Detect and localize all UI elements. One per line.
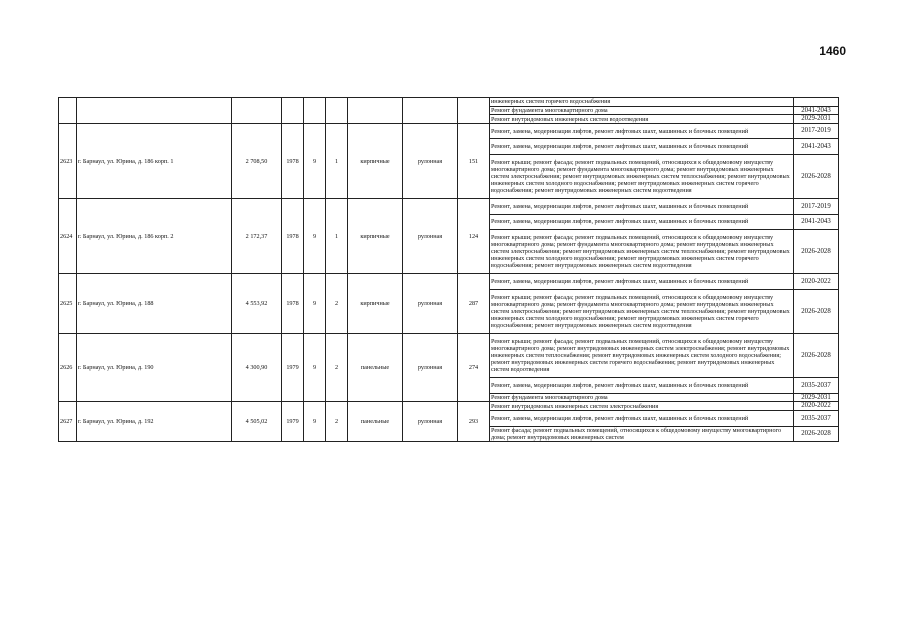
period-cell: 2035-2037 — [794, 411, 839, 427]
entrances-cell: 1 — [326, 199, 348, 274]
entrances-cell: 2 — [326, 402, 348, 442]
roof-type-cell: рулонная — [403, 334, 458, 402]
entrances-cell: 2 — [326, 274, 348, 334]
work-type-cell: Ремонт, замена, модернизация лифтов, ремонт лифтовых шахт, машинных и блочных помещений — [490, 214, 794, 230]
floors-cell: 9 — [304, 334, 326, 402]
row-number-cell: 2624 — [59, 199, 77, 274]
address-cell: г. Барнаул, ул. Юрина, д. 186 корп. 2 — [77, 199, 232, 274]
table-row — [59, 98, 839, 107]
period-cell — [794, 98, 839, 107]
period-cell: 2017-2019 — [794, 123, 839, 139]
capital-repair-table — [58, 97, 839, 442]
period-cell: 2041-2043 — [794, 106, 839, 115]
area-cell: 2 708,50 — [232, 123, 282, 198]
address-cell: г. Барнаул, ул. Юрина, д. 192 — [77, 402, 232, 442]
work-type-cell: Ремонт, замена, модернизация лифтов, ремонт лифтовых шахт, машинных и блочных помещений — [490, 123, 794, 139]
work-type-cell: Ремонт внутридомовых инженерных систем водоотведения — [490, 115, 794, 124]
period-cell: 2029-2031 — [794, 115, 839, 124]
period-cell: 2035-2037 — [794, 378, 839, 394]
table-body — [59, 98, 839, 442]
entrances-cell: 1 — [326, 123, 348, 198]
work-type-cell: Ремонт крыши; ремонт фасада; ремонт подвальных помещений, относящихся к общедомовому имуществу многоквартирного дома; ремонт фундамента многоквартирного дома; ремонт внутридомовых инженерных систем электроснабжения; ремонт внутридомовых инженерных систем теплоснабжения; ремонт внутридомовых инженерных систем холодного водоснабжения; ремонт внутридомовых инженерных систем горячего водоснабжения; ремонт внутридомовых инженерных систем водоотведения — [490, 154, 794, 198]
continued-roof-cell — [403, 98, 458, 124]
wall-material-cell: кирпичные — [348, 123, 403, 198]
continued-entrances-cell — [326, 98, 348, 124]
area-cell: 4 300,90 — [232, 334, 282, 402]
work-type-cell: Ремонт фасада; ремонт подвальных помещений, относящихся к общедомовому имуществу многоквартирного дома; ремонт внутридомовых инженерных систем — [490, 426, 794, 441]
table-row — [59, 274, 839, 290]
period-cell: 2026-2028 — [794, 426, 839, 441]
work-type-cell: Ремонт, замена, модернизация лифтов, ремонт лифтовых шахт, машинных и блочных помещений — [490, 411, 794, 427]
apartments-cell: 293 — [458, 402, 490, 442]
wall-material-cell: панельные — [348, 334, 403, 402]
period-cell: 2020-2022 — [794, 274, 839, 290]
period-cell: 2026-2028 — [794, 154, 839, 198]
period-cell: 2020-2022 — [794, 402, 839, 411]
work-type-cell: Ремонт крыши; ремонт фасада; ремонт подвальных помещений, относящихся к общедомовому имуществу многоквартирного дома; ремонт фундамента многоквартирного дома; ремонт внутридомовых инженерных систем электроснабжения; ремонт внутридомовых инженерных систем теплоснабжения; ремонт внутридомовых инженерных систем холодного водоснабжения; ремонт внутридомовых инженерных систем горячего водоснабжения; ремонт внутридомовых инженерных систем водоотведения — [490, 230, 794, 274]
area-cell: 2 172,37 — [232, 199, 282, 274]
work-type-cell: Ремонт крыши; ремонт фасада; ремонт подвальных помещений, относящихся к общедомовому имуществу многоквартирного дома; ремонт фундамента многоквартирного дома; ремонт внутридомовых инженерных систем электроснабжения; ремонт внутридомовых инженерных систем теплоснабжения; ремонт внутридомовых инженерных систем холодного водоснабжения; ремонт внутридомовых инженерных систем горячего водоснабжения; ремонт внутридомовых инженерных систем водоотведения — [490, 289, 794, 333]
year-cell: 1978 — [282, 274, 304, 334]
table-row — [59, 123, 839, 139]
work-type-cell: инженерных систем горячего водоснабжения — [490, 98, 794, 107]
address-cell: г. Барнаул, ул. Юрина, д. 188 — [77, 274, 232, 334]
work-type-cell: Ремонт, замена, модернизация лифтов, ремонт лифтовых шахт, машинных и блочных помещений — [490, 139, 794, 155]
continued-walls-cell — [348, 98, 403, 124]
work-type-cell: Ремонт крыши; ремонт фасада; ремонт подвальных помещений, относящихся к общедомовому имуществу многоквартирного дома; ремонт внутридомовых инженерных систем электроснабжения; ремонт внутридомовых инженерных систем теплоснабжения; ремонт внутридомовых инженерных систем холодного водоснабжения; ремонт внутридомовых инженерных систем горячего водоснабжения; ремонт внутридомовых инженерных систем водоотведения — [490, 334, 794, 378]
work-type-cell: Ремонт фундамента многоквартирного дома — [490, 106, 794, 115]
apartments-cell: 124 — [458, 199, 490, 274]
floors-cell: 9 — [304, 274, 326, 334]
period-cell: 2026-2028 — [794, 230, 839, 274]
continued-address-cell — [77, 98, 232, 124]
table-row — [59, 199, 839, 215]
address-cell: г. Барнаул, ул. Юрина, д. 186 корп. 1 — [77, 123, 232, 198]
roof-type-cell: рулонная — [403, 123, 458, 198]
period-cell: 2029-2031 — [794, 393, 839, 402]
wall-material-cell: кирпичные — [348, 274, 403, 334]
wall-material-cell: кирпичные — [348, 199, 403, 274]
roof-type-cell: рулонная — [403, 402, 458, 442]
roof-type-cell: рулонная — [403, 199, 458, 274]
table-row — [59, 402, 839, 411]
work-type-cell: Ремонт внутридомовых инженерных систем электроснабжения — [490, 402, 794, 411]
period-cell: 2017-2019 — [794, 199, 839, 215]
work-type-cell: Ремонт, замена, модернизация лифтов, ремонт лифтовых шахт, машинных и блочных помещений — [490, 274, 794, 290]
work-type-cell: Ремонт, замена, модернизация лифтов, ремонт лифтовых шахт, машинных и блочных помещений — [490, 378, 794, 394]
address-cell: г. Барнаул, ул. Юрина, д. 190 — [77, 334, 232, 402]
apartments-cell: 151 — [458, 123, 490, 198]
row-number-cell: 2626 — [59, 334, 77, 402]
apartments-cell: 287 — [458, 274, 490, 334]
year-cell: 1978 — [282, 199, 304, 274]
work-type-cell: Ремонт, замена, модернизация лифтов, ремонт лифтовых шахт, машинных и блочных помещений — [490, 199, 794, 215]
row-number-cell: 2625 — [59, 274, 77, 334]
floors-cell: 9 — [304, 402, 326, 442]
continued-apartments-cell — [458, 98, 490, 124]
row-number-cell: 2627 — [59, 402, 77, 442]
year-cell: 1978 — [282, 123, 304, 198]
year-cell: 1979 — [282, 402, 304, 442]
period-cell: 2041-2043 — [794, 214, 839, 230]
apartments-cell: 274 — [458, 334, 490, 402]
table-row — [59, 334, 839, 378]
period-cell: 2026-2028 — [794, 334, 839, 378]
area-cell: 4 505,02 — [232, 402, 282, 442]
row-number-cell: 2623 — [59, 123, 77, 198]
entrances-cell: 2 — [326, 334, 348, 402]
floors-cell: 9 — [304, 199, 326, 274]
continued-floors-cell — [304, 98, 326, 124]
roof-type-cell: рулонная — [403, 274, 458, 334]
continued-num-cell — [59, 98, 77, 124]
wall-material-cell: панельные — [348, 402, 403, 442]
floors-cell: 9 — [304, 123, 326, 198]
page-number: 1460 — [819, 44, 846, 58]
area-cell: 4 553,92 — [232, 274, 282, 334]
period-cell: 2026-2028 — [794, 289, 839, 333]
work-type-cell: Ремонт фундамента многоквартирного дома — [490, 393, 794, 402]
period-cell: 2041-2043 — [794, 139, 839, 155]
continued-year-cell — [282, 98, 304, 124]
continued-area-cell — [232, 98, 282, 124]
year-cell: 1979 — [282, 334, 304, 402]
